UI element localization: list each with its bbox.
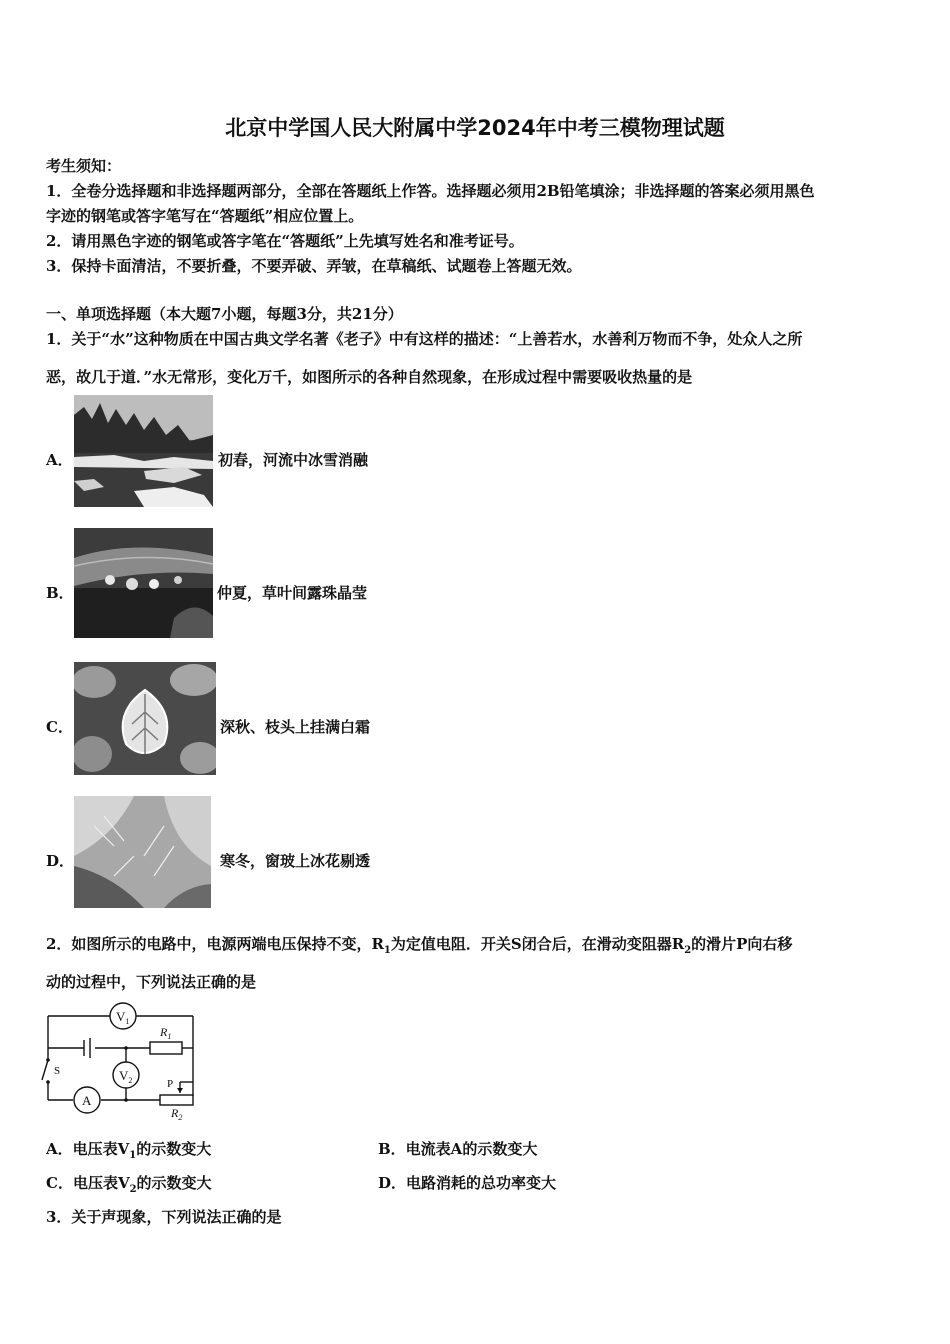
option-c-text: 深秋、枝头上挂满白霜: [220, 718, 371, 736]
svg-text:V1: $V_1$: [116, 1009, 130, 1026]
option-d-text: 寒冬，窗玻上冰花剔透: [220, 852, 371, 870]
q2-option-d: D．电路消耗的总功率变大: [378, 1174, 557, 1192]
option-a-text: 初春，河流中冰雪消融: [218, 451, 369, 469]
svg-text:V2: $V_2$: [119, 1068, 133, 1085]
question-1-text: 恶，故几于道．”水无常形，变化万千，如图所示的各种自然现象，在形成过程中需要吸收热量的是: [46, 368, 693, 386]
option-b-text: 仲夏，草叶间露珠晶莹: [217, 584, 368, 602]
svg-text:S: S: [54, 1065, 61, 1077]
frost-on-leaves-image: [74, 662, 216, 775]
ice-flowers-window-image: [74, 796, 211, 908]
option-a-letter: A．: [46, 451, 73, 469]
melting-ice-river-image: [74, 395, 213, 507]
question-3-text: 3．关于声现象，下列说法正确的是: [46, 1208, 282, 1226]
section-heading: 一、单项选择题（本大题7小题，每题3分，共21分）: [46, 305, 403, 323]
option-c-letter: C．: [46, 718, 73, 736]
resistor-r2: [160, 1095, 193, 1105]
page-title: 北京中学国人民大附属中学2024年中考三模物理试题: [225, 116, 725, 140]
q2-option-c: C．电压表$V_2$的示数变大: [46, 1174, 212, 1195]
notice-item: 1．全卷分选择题和非选择题两部分，全部在答题纸上作答。选择题必须用2B铅笔填涂；非选择题的答案必须用黑色: [46, 182, 815, 200]
svg-text:P: P: [167, 1078, 174, 1090]
svg-text:R1: $R_1$: [160, 1025, 172, 1041]
notice-heading: 考生须知：: [46, 157, 122, 175]
resistor-r1: [150, 1042, 182, 1054]
question-2-text: 2．如图所示的电路中，电源两端电压保持不变，$R_1$为定值电阻．开关S闭合后，在滑动变阻器$R_2$的滑片P向右移: [46, 935, 793, 956]
circuit-diagram: [40, 1000, 205, 1125]
dew-on-leaf-image: [74, 528, 213, 638]
question-1-text: 1．关于“水”这种物质在中国古典文学名著《老子》中有这样的描述：“上善若水，水善利万物而不争，处众人之所: [46, 330, 803, 348]
q2-option-a: A．电压表$V_1$的示数变大: [46, 1140, 212, 1161]
option-b-letter: B．: [46, 584, 74, 602]
svg-text:R2: $R_2$: [171, 1106, 183, 1122]
notice-item: 字迹的钢笔或答字笔写在“答题纸”相应位置上。: [46, 207, 364, 225]
q2-option-b: B．电流表A的示数变大: [378, 1140, 538, 1158]
option-d-letter: D．: [46, 852, 75, 870]
svg-text:A: A: [82, 1093, 92, 1108]
notice-item: 2．请用黑色字迹的钢笔或答字笔在“答题纸”上先填写姓名和准考证号。: [46, 232, 524, 250]
question-2-text: 动的过程中，下列说法正确的是: [46, 973, 257, 991]
notice-item: 3．保持卡面清洁，不要折叠，不要弄破、弄皱，在草稿纸、试题卷上答题无效。: [46, 257, 582, 275]
